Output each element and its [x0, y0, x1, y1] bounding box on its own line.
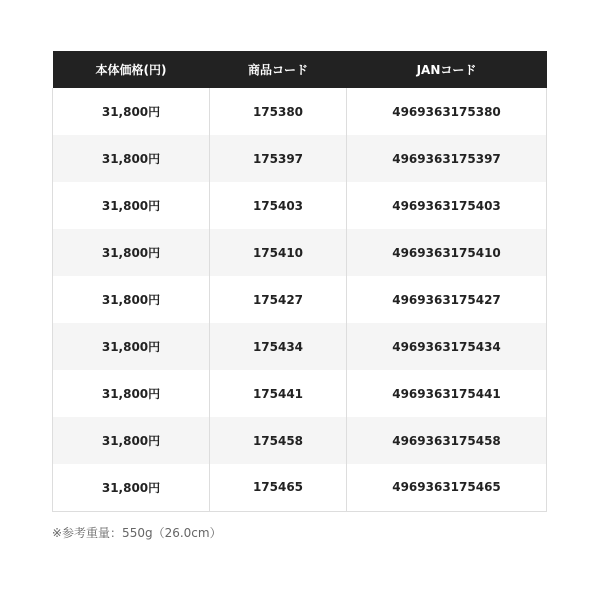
- cell-price: 31,800円: [53, 276, 210, 323]
- product-table-container: [52, 51, 546, 512]
- header-row: [53, 51, 547, 88]
- cell-price: 31,800円: [53, 88, 210, 135]
- cell-jan-code: 4969363175465: [347, 464, 547, 511]
- cell-jan-code: 4969363175380: [347, 88, 547, 135]
- table-row: [53, 88, 547, 135]
- table-header: [53, 51, 547, 88]
- cell-jan-code: 4969363175410: [347, 229, 547, 276]
- cell-product-code: 175458: [210, 417, 347, 464]
- cell-price: 31,800円: [53, 323, 210, 370]
- cell-price: 31,800円: [53, 417, 210, 464]
- cell-product-code: 175465: [210, 464, 347, 511]
- header-product-code: 商品コード: [210, 51, 347, 88]
- table-row: [53, 323, 547, 370]
- table-row: [53, 464, 547, 511]
- table-row: [53, 417, 547, 464]
- header-jan-code: JANコード: [347, 51, 547, 88]
- cell-price: 31,800円: [53, 182, 210, 229]
- table-row: [53, 370, 547, 417]
- cell-jan-code: 4969363175397: [347, 135, 547, 182]
- cell-product-code: 175434: [210, 323, 347, 370]
- cell-product-code: 175397: [210, 135, 347, 182]
- cell-jan-code: 4969363175427: [347, 276, 547, 323]
- cell-jan-code: 4969363175441: [347, 370, 547, 417]
- header-price: 本体価格(円): [53, 51, 210, 88]
- table-row: [53, 229, 547, 276]
- cell-product-code: 175380: [210, 88, 347, 135]
- cell-jan-code: 4969363175403: [347, 182, 547, 229]
- table-body: [53, 88, 547, 511]
- cell-jan-code: 4969363175458: [347, 417, 547, 464]
- product-table: [52, 51, 547, 512]
- cell-product-code: 175410: [210, 229, 347, 276]
- cell-jan-code: 4969363175434: [347, 323, 547, 370]
- reference-weight-note: ※参考重量：550g（26.0cm）: [52, 526, 222, 540]
- cell-price: 31,800円: [53, 135, 210, 182]
- cell-product-code: 175403: [210, 182, 347, 229]
- table-row: [53, 135, 547, 182]
- cell-product-code: 175427: [210, 276, 347, 323]
- cell-price: 31,800円: [53, 464, 210, 511]
- table-row: [53, 276, 547, 323]
- cell-price: 31,800円: [53, 370, 210, 417]
- cell-product-code: 175441: [210, 370, 347, 417]
- cell-price: 31,800円: [53, 229, 210, 276]
- table-row: [53, 182, 547, 229]
